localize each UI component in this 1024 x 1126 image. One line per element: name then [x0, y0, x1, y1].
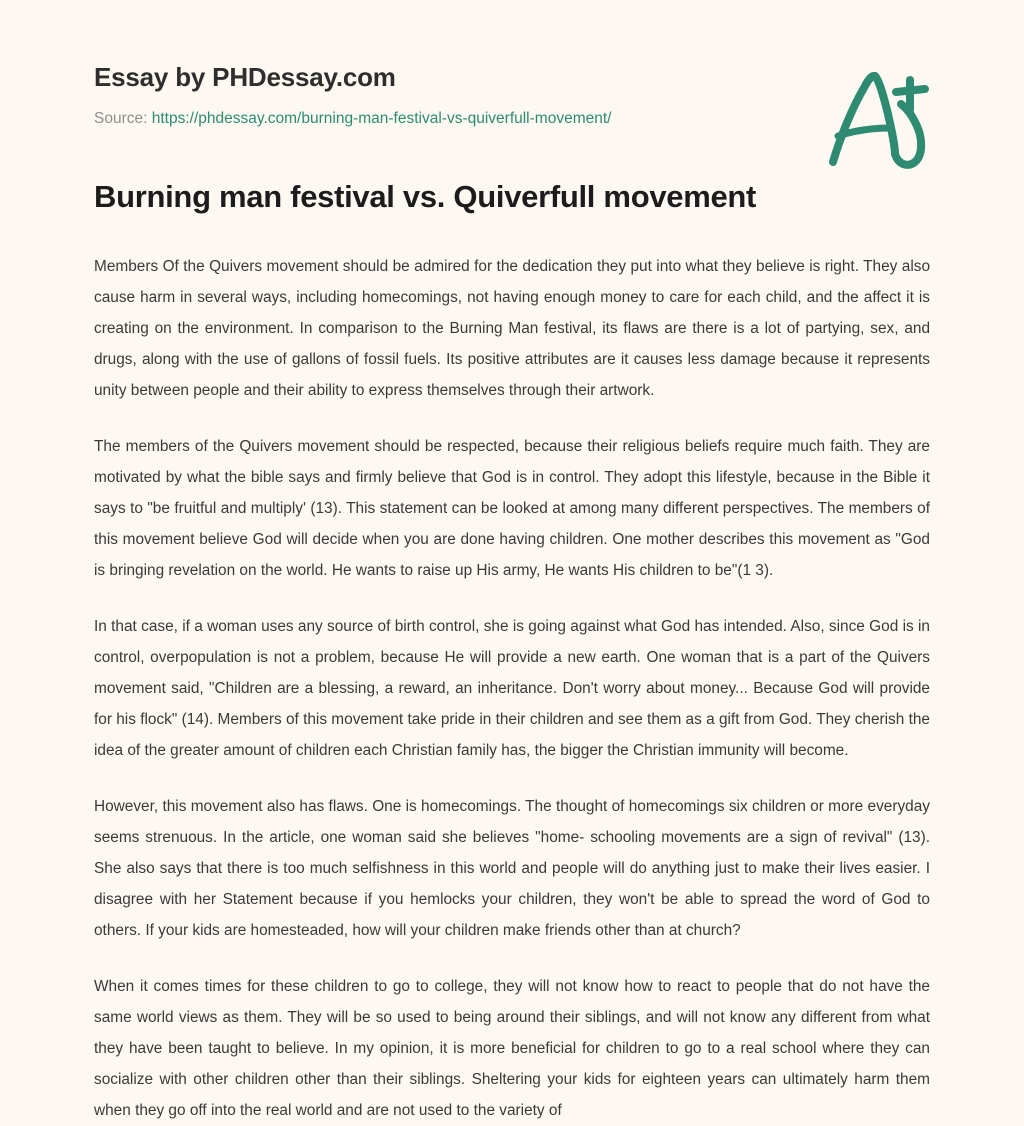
source-label: Source:: [94, 110, 148, 128]
article: [94, 178, 930, 1126]
paragraph: The members of the Quivers movement should be respected, because their religious beliefs require much faith. They are motivated by what the bible says and firmly believe that God is in control. They adopt this lifestyle, because in the Bible it says to "be fruitful and multiply' (13). This statement can be looked at among many different perspectives. The members of this movement believe God will decide when you are done having children. One mother describes this movement as "God is bringing revelation on the world. He wants to raise up His army, He wants His children to be"(1 3).: [94, 437, 930, 579]
paragraph: When it comes times for these children to go to college, they will not know how to react to people that do not have the same world views as them. They will be so used to being around their siblings, and will not know any different from what they have been taught to believe. In my opinion, it is more beneficial for children to go to a real school where they can socialize with other children other than their siblings. Sheltering your kids for eighteen years can ultimately harm them when they go off into the real world and are not used to the variety of: [94, 977, 930, 1119]
paragraph: In that case, if a woman uses any source of birth control, she is going against what God has intended. Also, since God is in control, overpopulation is not a problem, because He will provide a new earth. One woman that is a part of the Quivers movement said, "Children are a blessing, a reward, an inheritance. Don't worry about money... Because God will provide for his flock" (14). Members of this movement take pride in their children and see them as a gift from God. They cherish the idea of the greater amount of children each Christian family has, the bigger the Christian immunity will become.: [94, 617, 930, 759]
source-url-link[interactable]: https://phdessay.com/burning-man-festival-vs-quiverfull-movement/: [151, 110, 612, 128]
page-title: Burning man festival vs. Quiverfull movement: [94, 179, 757, 214]
page-header: [94, 0, 930, 128]
article-body: [94, 251, 930, 1126]
paragraph: Members Of the Quivers movement should be admired for the dedication they put into what they believe is right. They also cause harm in several ways, including homecomings, not having enough money to care for each child, and the affect it is creating on the environment. In comparison to the Burning Man festival, its flaws are there is a lot of partying, sex, and drugs, along with the use of gallons of fossil fuels. Its positive attributes are it causes less damage because it represents unity between people and their ability to express themselves through their artwork.: [94, 257, 930, 399]
paragraph: However, this movement also has flaws. One is homecomings. The thought of homecomings six children or more everyday seems strenuous. In the article, one woman said she believes "home- schooling movements are a sign of revival" (13). She also says that there is too much selfishness in this world and people will do anything just to make their lives easier. I disagree with her Statement because if you hemlocks your children, they won't be able to spread the word of God to others. If your kids are homesteaded, how will your children make friends other than at church?: [94, 797, 930, 939]
brand-title: Essay by PHDessay.com: [94, 62, 396, 92]
source-line: [94, 109, 930, 129]
